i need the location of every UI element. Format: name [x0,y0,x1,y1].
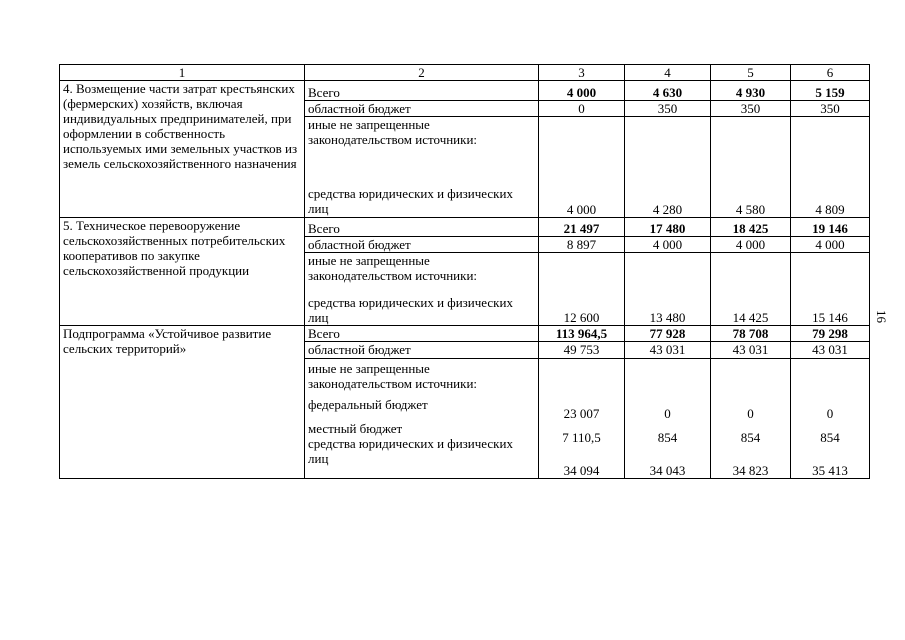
table-row [60,81,870,101]
value-cell: 350 [625,101,711,117]
value-cell: 4 000 [625,237,711,253]
row-label-cell [305,117,539,218]
value-cell: 4 930 [711,81,791,101]
value-cell: 854 [657,430,678,445]
row-label: Всего [305,81,539,101]
header-cell: 2 [305,65,539,81]
value-cell: 34 823 [732,463,769,478]
value-cell: 0 [747,406,754,421]
header-cell: 3 [539,65,625,81]
value-cell: 19 146 [791,218,870,237]
value-cell: 4 000 [539,81,625,101]
value-cell: 0 [826,406,834,421]
page-number: 16 [874,310,889,323]
value-cell: 35 413 [812,463,848,478]
row-label: областной бюджет [305,342,539,359]
section-title: Подпрограмма «Устойчивое развитие сельских территорий» [60,326,305,479]
value-cell-group [791,359,870,479]
value-cell: 350 [791,101,870,117]
value-cell: 21 497 [539,218,625,237]
row-label: иные не запрещенные законодательством источники: [308,361,478,391]
value-cell: 49 753 [539,342,625,359]
value-cell: 43 031 [625,342,711,359]
value-cell: 14 425 [711,253,791,326]
value-cell: 13 480 [625,253,711,326]
value-cell: 7 110,5 [562,430,601,445]
value-cell: 4 000 [791,237,870,253]
section-title: 5. Техническое перевооружение сельскохозяйственных потребительских кооперативов по закупке сельскохозяйственной продукции [60,218,305,326]
header-cell: 6 [791,65,870,81]
value-cell: 43 031 [791,342,870,359]
row-label: областной бюджет [305,101,539,117]
value-cell: 0 [539,101,625,117]
value-cell: 18 425 [711,218,791,237]
value-cell: 79 298 [791,326,870,342]
row-label: средства юридических и физических лиц [308,295,513,325]
value-cell: 77 928 [625,326,711,342]
value-cell: 5 159 [791,81,870,101]
row-label: федеральный бюджет [308,397,428,412]
row-label: Всего [305,218,539,237]
value-cell: 4 630 [625,81,711,101]
value-cell: 23 007 [563,406,600,421]
value-cell: 17 480 [625,218,711,237]
value-cell-group [711,359,791,479]
value-cell: 0 [664,406,671,421]
row-label: Всего [305,326,539,342]
header-cell: 1 [60,65,305,81]
value-cell-group [539,359,625,479]
budget-table [59,64,870,479]
section-title: 4. Возмещение части затрат крестьянских (фермерских) хозяйств, включая индивидуальных предпринимателей, при оформлении в собственность используемых ими земельных участков из земель сельскохозяйственного назначения [60,81,305,218]
value-cell: 12 600 [539,253,625,326]
value-cell: 43 031 [711,342,791,359]
row-label: местный бюджет [308,421,403,436]
row-label: иные не запрещенные законодательством источники: [308,253,478,283]
row-label: иные не запрещенные законодательством источники: [308,117,478,147]
row-label: средства юридических и физических лиц [308,436,513,466]
value-cell: 8 897 [539,237,625,253]
value-cell: 4 000 [539,117,625,218]
value-cell: 34 043 [649,463,686,478]
value-cell: 350 [711,101,791,117]
table-row [60,326,870,342]
row-label: средства юридических и физических лиц [308,186,513,216]
value-cell: 34 094 [563,463,600,478]
value-cell: 4 280 [625,117,711,218]
value-cell-group [625,359,711,479]
row-label: областной бюджет [305,237,539,253]
value-cell: 4 580 [711,117,791,218]
value-cell: 78 708 [711,326,791,342]
header-row [60,65,870,81]
value-cell: 4 000 [711,237,791,253]
row-label-cell [305,253,539,326]
table-row [60,218,870,237]
header-cell: 5 [711,65,791,81]
value-cell: 15 146 [791,253,870,326]
value-cell: 854 [740,430,761,445]
value-cell: 113 964,5 [539,326,625,342]
row-label-cell [305,359,539,479]
value-cell: 854 [820,430,840,445]
value-cell: 4 809 [791,117,870,218]
header-cell: 4 [625,65,711,81]
